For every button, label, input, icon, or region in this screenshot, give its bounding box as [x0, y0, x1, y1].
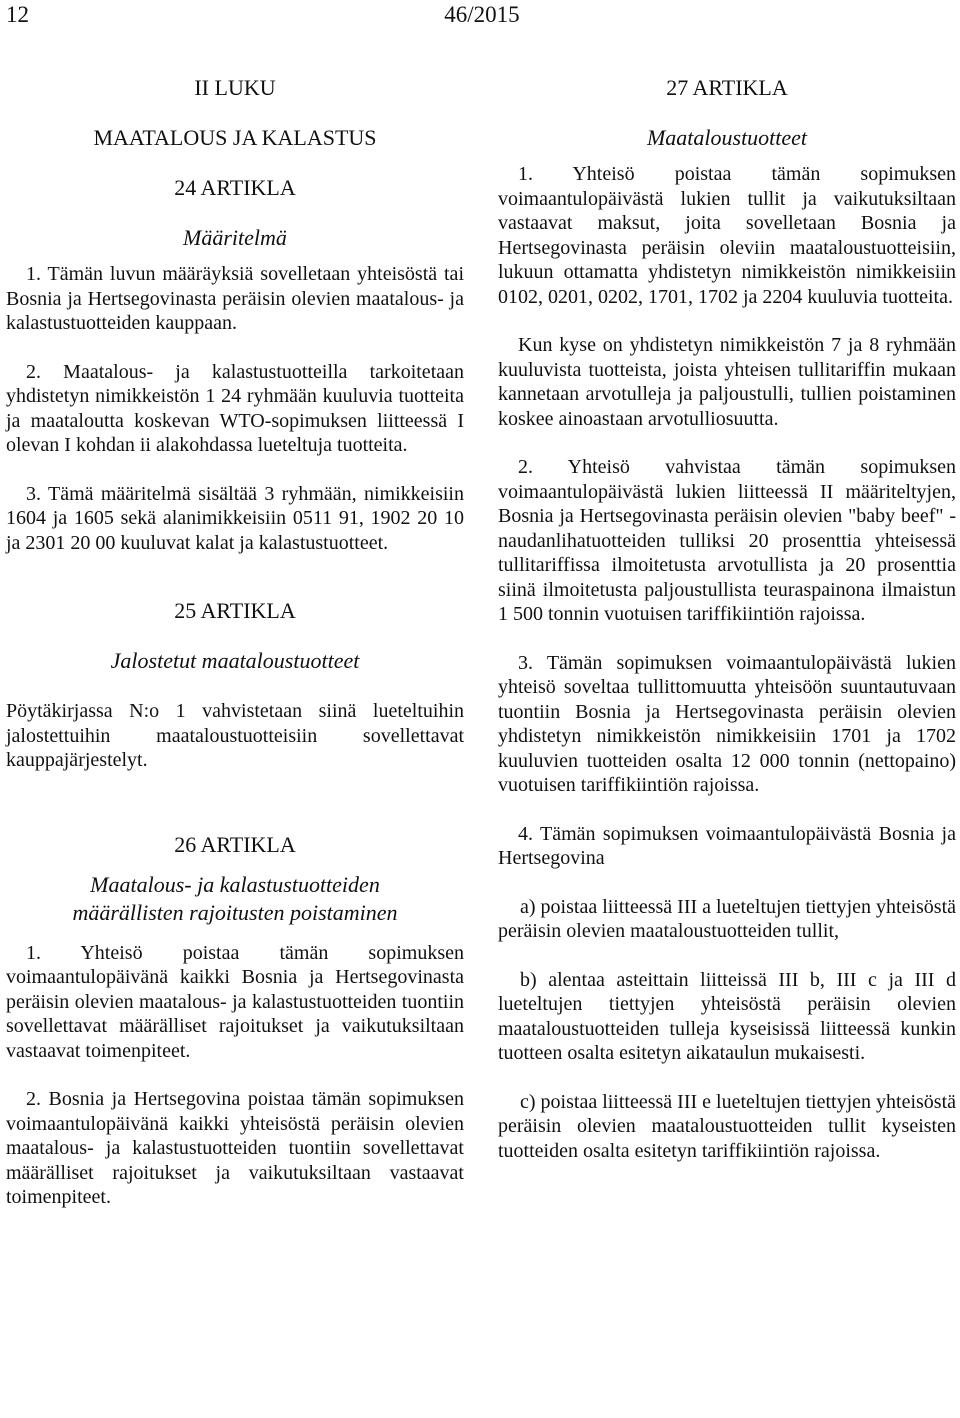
article-27-paragraph-1b: Kun kyse on yhdistetyn nimikkeistön 7 ja 8 ryhmään kuuluvista tuotteista, joista yhteisen tullitariffin mukaan kannetaan arvotulleja ja paljoustulli, tullien poistaminen koskee ainoastaan arvotulliosuutta.	[498, 334, 956, 430]
issue-number: 46/2015	[444, 2, 520, 27]
article-24-paragraph-1: 1. Tämän luvun määräyksiä sovelletaan yhteisöstä tai Bosnia ja Hertsegovinasta peräisin olevien maatalous- ja kalastustuotteiden kauppaan.	[6, 263, 464, 334]
article-26-subheading-line-2: määrällisten rajoitusten poistaminen	[72, 899, 398, 925]
article-27-subheading: Maataloustuotteet	[646, 125, 808, 150]
left-column	[6, 74, 464, 1210]
article-27-point-a: a) poistaa liitteessä III a lueteltujen tiettyjen yhteisöstä peräisin olevien maataloustuotteiden tullit,	[498, 895, 956, 942]
article-27-point-b: b) alentaa asteittain liitteissä III b, III c ja III d lueteltujen tiettyjen yhteisöstä peräisin olevien maataloustuotteiden tulleja kyseisissä liitteessä kunkin tuotteen osalta esitetyn aikataulun mukaisesti.	[498, 968, 956, 1064]
article-27-paragraph-1: 1. Yhteisö poistaa tämän sopimuksen voimaantulopäivästä lukien tullit ja vaikutuksiltaan vastaavat maksut, joita sovelletaan Bosnia ja Hertsegovinasta peräisin oleviin maataloustuotteisiin, lukuun ottamatta yhdistetyn nimikkeistön nimikkeisiin 0102, 0201, 0202, 1701, 1702 ja 2204 kuuluvia tuotteita.	[498, 163, 956, 308]
article-27-paragraph-2: 2. Yhteisö vahvistaa tämän sopimuksen voimaantulopäivästä lukien liitteessä II määriteltyjen, Bosnia ja Hertsegovinasta peräisin olevien "baby beef" -naudanlihatuotteiden tulliksi 20 prosenttia yhteisessä tullitariffissa ilmoitetusta arvotullista ja 20 prosenttia siinä ilmoitetusta paljoustullista teuraspainona ilmaistun 1 500 tonnin vuotuisen tariffikiintiön rajoissa.	[498, 456, 956, 625]
article-27-paragraph-3: 3. Tämän sopimuksen voimaantulopäivästä lukien yhteisö soveltaa tullittomuutta yhteisöön suuntautuvaan tuontiin Bosnia ja Hertsegovinasta peräisin olevien yhdistetyn nimikkeistön nimikkeisiin 1701 ja 1702 kuuluvien tuotteiden osalta 12 000 tonnin (nettopaino) vuotuisen tariffikiintiön rajoissa.	[498, 651, 956, 796]
article-26-paragraph-1: 1. Yhteisö poistaa tämän sopimuksen voimaantulopäivänä kaikki Bosnia ja Hertsegovinasta peräisin olevien maatalous- ja kalastustuotteiden tuontiin sovellettavat määrälliset rajoitukset ja vaikutuksiltaan vastaavat toimenpiteet.	[6, 941, 464, 1062]
chapter-title: MAATALOUS JA KALASTUS	[93, 125, 377, 150]
article-25-subheading: Jalostetut maataloustuotteet	[110, 648, 360, 673]
article-27-point-c: c) poistaa liitteessä III e lueteltujen tiettyjen yhteisöstä peräisin olevien maataloustuotteiden tullit kyseisten tuotteiden osalta esitetyn tariffikiintiön rajoissa.	[498, 1090, 956, 1162]
article-26-subheading-line-1: Maatalous- ja kalastustuotteiden	[90, 871, 380, 897]
article-24-heading: 24 ARTIKLA	[174, 175, 296, 200]
article-24-paragraph-3: 3. Tämä määritelmä sisältää 3 ryhmään, nimikkeisiin 1604 ja 1605 sekä alanimikkeisiin 0511 91, 1902 20 10 ja 2301 20 00 kuuluvat kalat ja kalastustuotteet.	[6, 482, 464, 554]
article-24-subheading: Määritelmä	[183, 225, 287, 250]
article-26-paragraph-2: 2. Bosnia ja Hertsegovina poistaa tämän sopimuksen voimaantulopäivänä kaikki yhteisöstä peräisin olevien maatalous- ja kalastustuotteiden tuontiin sovellettavat määrälliset rajoitukset ja vaikutuksiltaan vastaavat toimenpiteet.	[6, 1088, 464, 1208]
page-number: 12	[6, 2, 29, 27]
article-25-paragraph-1: Pöytäkirjassa N:o 1 vahvistetaan siinä lueteltuihin jalostettuihin maataloustuotteisiin sovellettavat kauppajärjestelyt.	[6, 700, 464, 771]
article-27-paragraph-4: 4. Tämän sopimuksen voimaantulopäivästä Bosnia ja Hertsegovina	[498, 822, 956, 869]
article-24-paragraph-2: 2. Maatalous- ja kalastustuotteilla tarkoitetaan yhdistetyn nimikkeistön 1 24 ryhmään kuuluvia tuotteita ja maataloutta koskevan WTO-sopimuksen liitteessä I olevan I kohdan ii alakohdassa lueteltuja tuotteita.	[6, 360, 464, 456]
chapter-number: II LUKU	[194, 75, 276, 100]
article-25-heading: 25 ARTIKLA	[174, 598, 296, 623]
article-27-heading: 27 ARTIKLA	[666, 75, 788, 100]
article-26-heading: 26 ARTIKLA	[174, 831, 296, 857]
right-column	[498, 74, 956, 1163]
